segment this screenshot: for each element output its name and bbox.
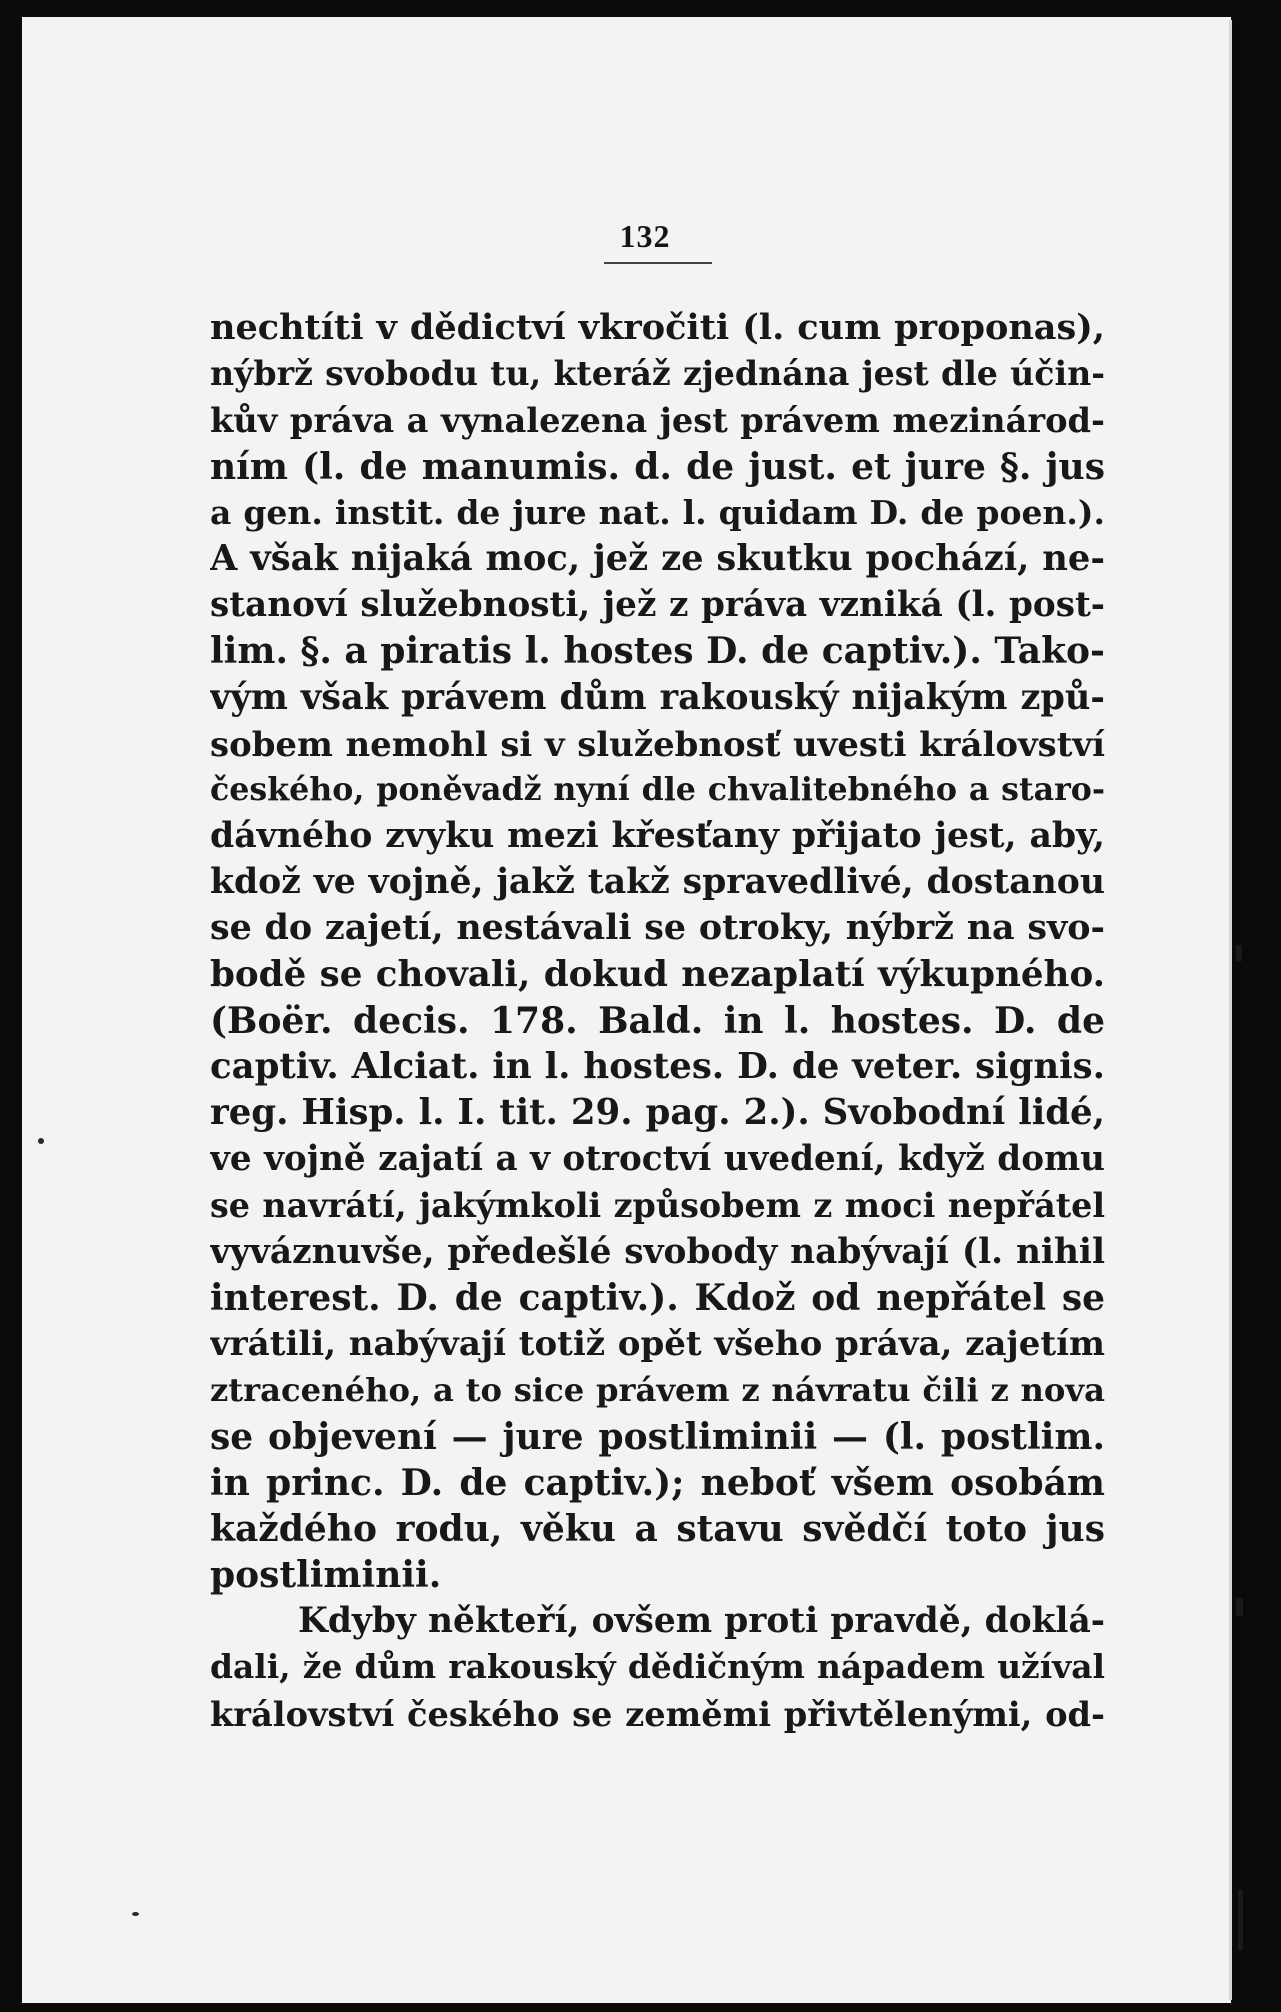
text-line: ztraceného, a to sice právem z návratu čili z nova — [210, 1371, 1105, 1410]
text-line: kdož ve vojně, jakž takž spravedlivé, dostanou — [210, 862, 1105, 903]
text-line: reg. Hisp. l. I. tit. 29. pag. 2.). Svobodní lidé, — [210, 1092, 1105, 1134]
text-line: lim. §. a piratis l. hostes D. de captiv.). Tako- — [210, 630, 1105, 673]
text-line: se objevení — jure postliminii — (l. postlim. — [210, 1415, 1105, 1458]
paragraph-2 — [210, 1598, 1105, 1737]
text-line: bodě se chovali, dokud nezaplatí výkupného. — [210, 953, 1105, 995]
text-line: nechtíti v dědictví vkročiti (l. cum proponas), — [210, 307, 1105, 348]
text-line: království českého se zeměmi přivtělenými, od- — [210, 1693, 1105, 1734]
margin-mark — [1236, 945, 1242, 961]
paragraph-1 — [210, 305, 1105, 1598]
text-line: dávného zvyku mezi křesťany přijato jest, aby, — [210, 815, 1105, 857]
text-line: (Boër. decis. 178. Bald. in l. hostes. D. de — [210, 999, 1105, 1042]
text-line: sobem nemohl si v služebnosť uvesti království — [210, 723, 1105, 764]
text-line: stanoví služebnosti, jež z práva vzniká (l. post- — [210, 585, 1105, 626]
margin-mark — [1238, 1890, 1243, 1950]
margin-mark — [1236, 1598, 1243, 1616]
text-line: A však nijaká moc, jež ze skutku pochází, ne- — [210, 537, 1105, 579]
body-text — [210, 305, 1105, 1737]
text-line: interest. D. de captiv.). Kdož od nepřátel se — [210, 1276, 1105, 1319]
margin-speck — [38, 1138, 44, 1144]
text-line: kův práva a vynalezena jest právem mezinárod- — [210, 400, 1105, 441]
page-edge-line — [1229, 20, 1232, 2000]
text-line: nýbrž svobodu tu, kteráž zjednána jest dle účin- — [210, 354, 1105, 394]
text-line: postliminii. — [210, 1554, 442, 1597]
text-line: se do zajetí, nestávali se otroky, nýbrž na svo- — [210, 907, 1105, 949]
text-line: českého, poněvadž nyní dle chvalitebného a staro- — [210, 770, 1105, 808]
text-line: a gen. instit. de jure nat. l. quidam D. de poen.). — [210, 492, 1105, 532]
text-line: vrátili, nabývají totiž opět všeho práva, zajetím — [210, 1324, 1105, 1365]
text-line: dali, že dům rakouský dědičným nápadem užíval — [210, 1647, 1105, 1687]
page-edge-shadow — [1231, 17, 1247, 2003]
margin-speck — [132, 1912, 139, 1916]
page-number: 132 — [619, 218, 671, 254]
text-line: captiv. Alciat. in l. hostes. D. de veter. signis. — [210, 1046, 1105, 1087]
page-number-rule — [604, 262, 712, 264]
text-line: ním (l. de manumis. d. de just. et jure §. jus — [210, 445, 1105, 488]
text-line: vým však právem dům rakouský nijakým způ- — [210, 676, 1105, 718]
text-line: in princ. D. de captiv.); neboť všem osobám — [210, 1461, 1105, 1504]
text-line: Kdyby někteří, ovšem proti pravdě, doklá- — [298, 1601, 1105, 1642]
text-line: se navrátí, jakýmkoli způsobem z moci nepřátel — [210, 1185, 1105, 1225]
text-line: každého rodu, věku a stavu svědčí toto jus — [210, 1507, 1105, 1550]
text-line: ve vojně zajatí a v otroctví uvedení, když domu — [210, 1139, 1105, 1180]
text-line: vyváznuvše, předešlé svobody nabývají (l. nihil — [210, 1231, 1105, 1272]
